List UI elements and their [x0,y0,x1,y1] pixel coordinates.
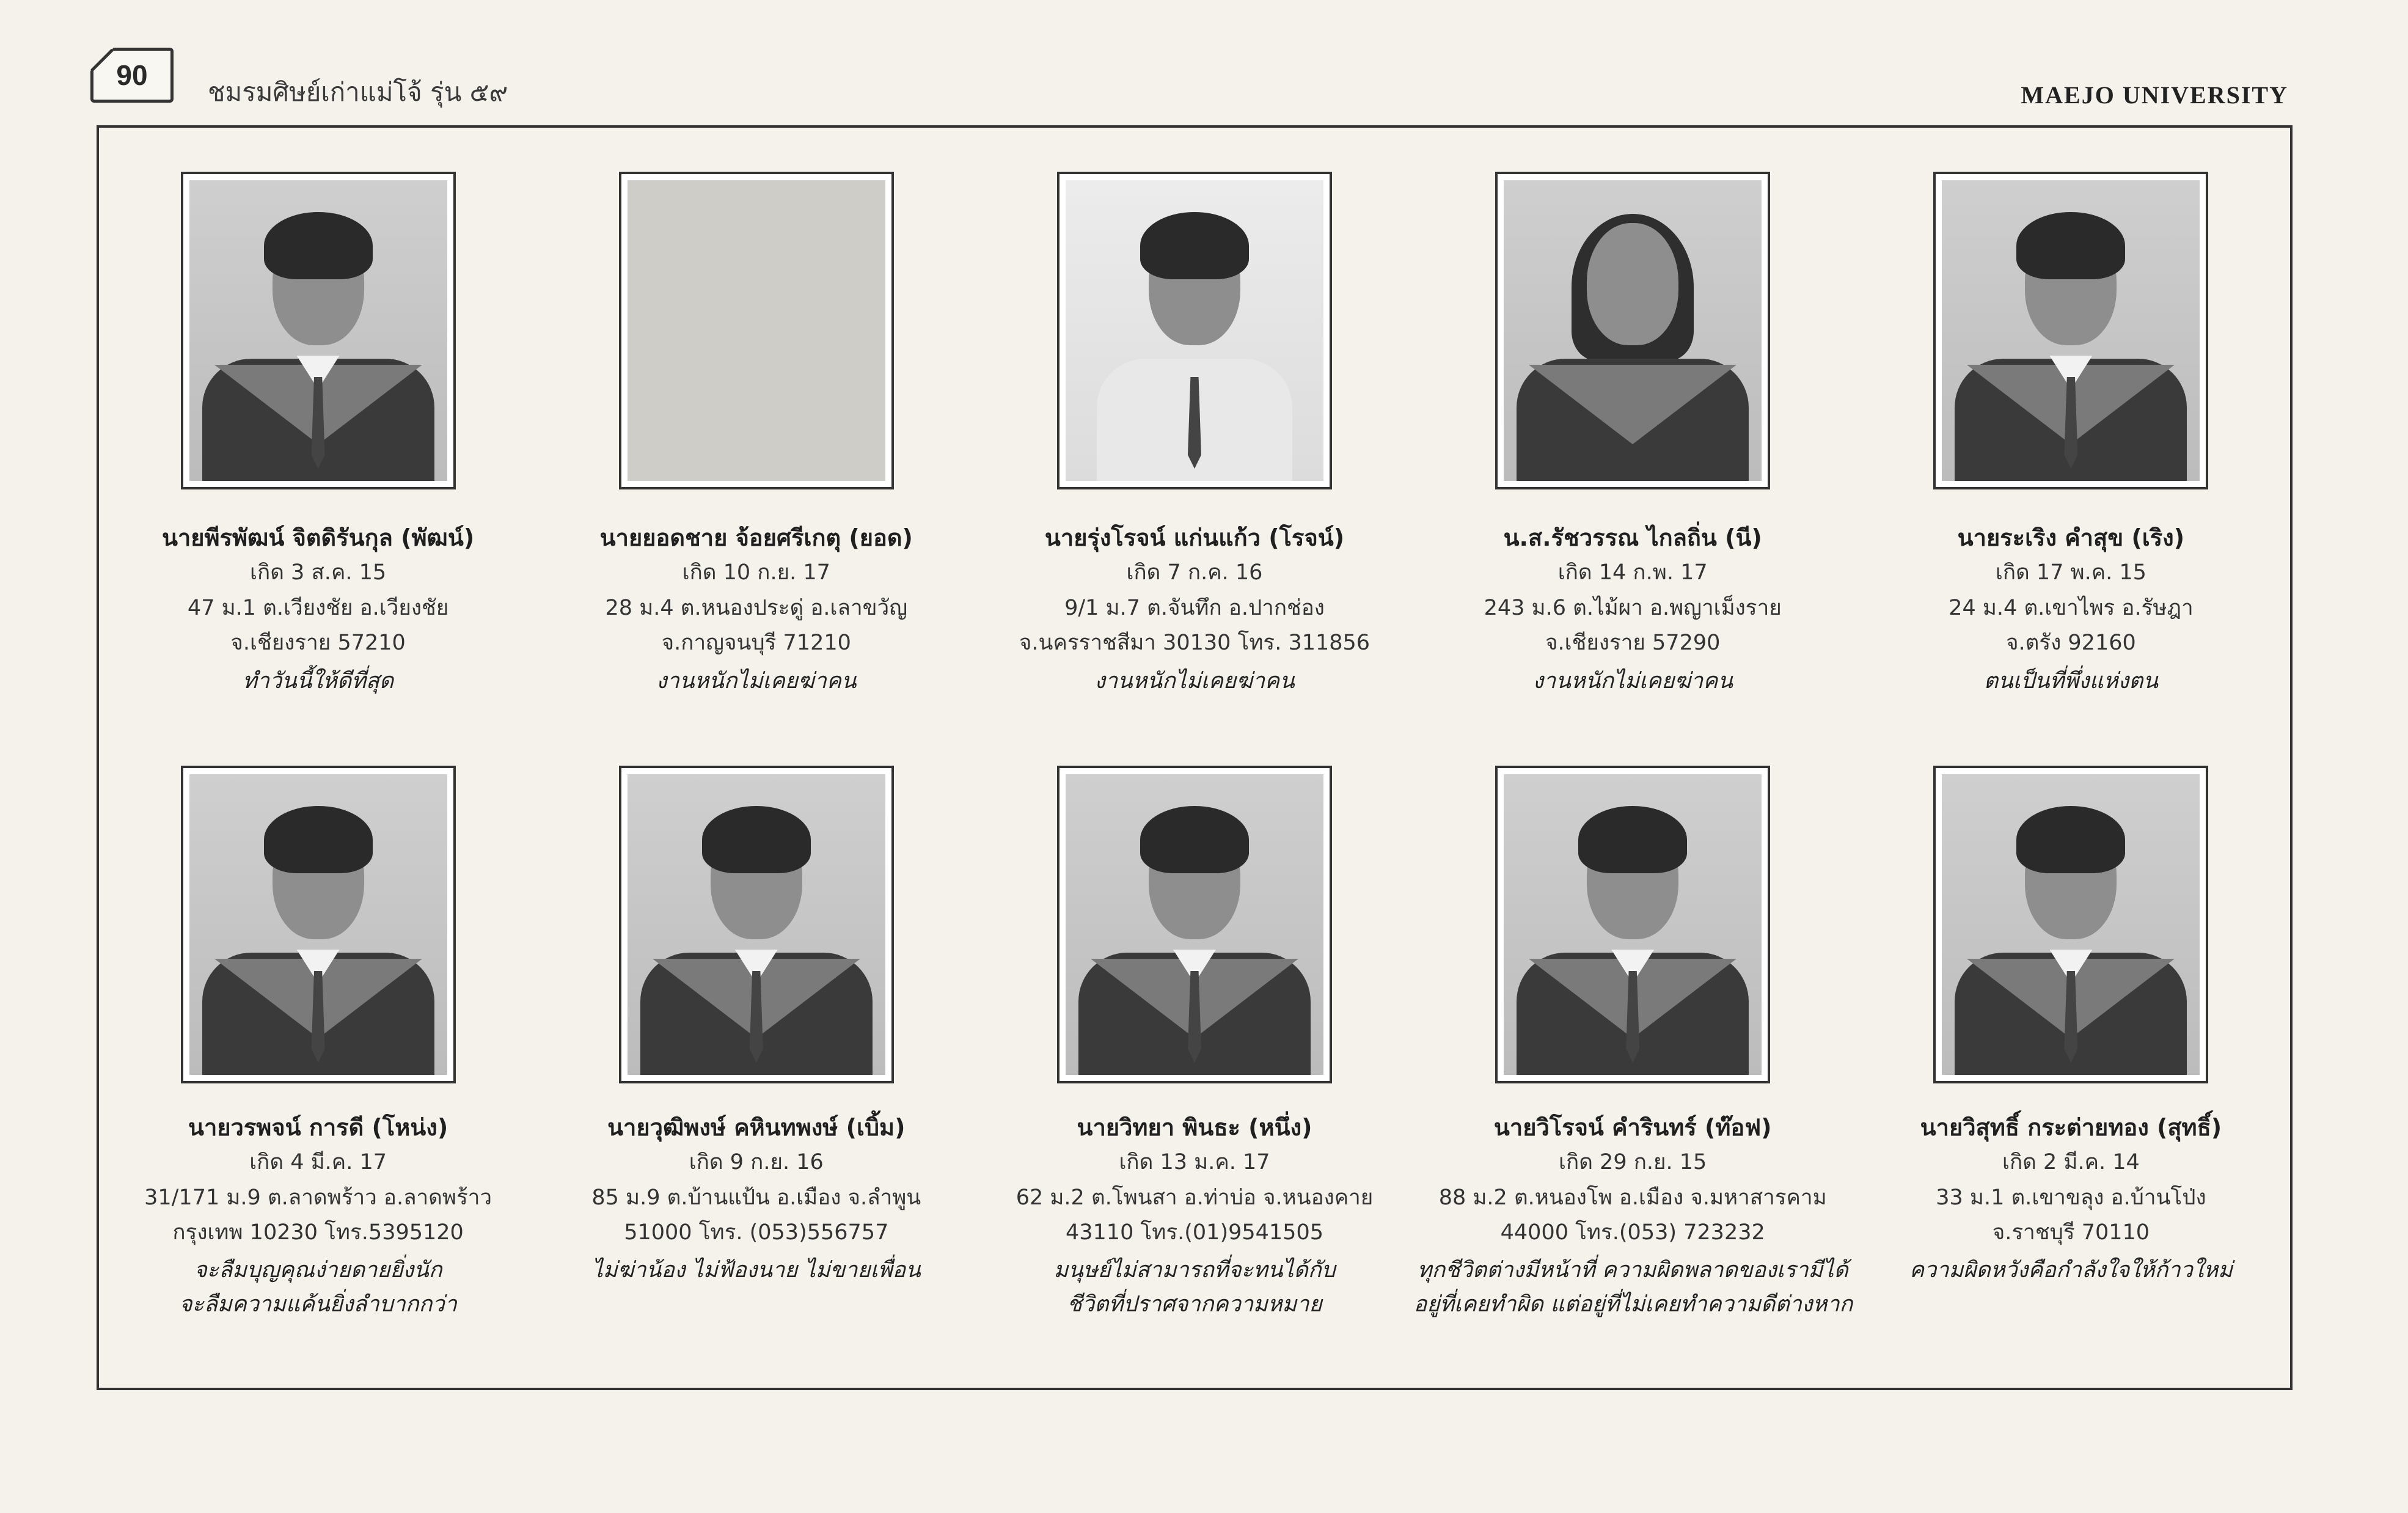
address-line-1: 88 ม.2 ต.หนองโพ อ.เมือง จ.มหาสารคาม [1438,1185,1827,1210]
address-line-1: 33 ม.1 ต.เขาขลุง อ.บ้านโป่ง [1936,1185,2206,1210]
address-line-2: กรุงเทพ 10230 โทร.5395120 [172,1220,464,1245]
motto [537,1253,975,1288]
birth-date: เกิด 14 ก.พ. 17 [1557,560,1708,585]
motto-line-1: ความผิดหวังคือกำลังใจให้ก้าวใหม่ [1909,1258,2233,1283]
portrait-photo [1495,172,1770,489]
address-line-2: จ.นครราชสีมา 30130 โทร. 311856 [1019,631,1371,655]
birth-date: เกิด 2 มี.ค. 14 [2002,1150,2140,1174]
motto-line-1: ไม่ฆ่าน้อง ไม่ฟ้องนาย ไม่ขายเพื่อน [591,1258,921,1283]
address-line-2: จ.กาญจนบุรี 71210 [661,631,851,655]
motto-line-1: งานหนักไม่เคยฆ่าคน [1532,669,1733,694]
profile-card [975,727,1413,1374]
address-line-1: 9/1 ม.7 ต.จันทึก อ.ปากช่อง [1064,596,1325,620]
student-name: นายวุฒิพงษ์ คหินทพงษ์ (เบิ้ม) [607,1114,906,1141]
birth-date: เกิด 10 ก.ย. 17 [682,560,830,585]
birth-date: เกิด 9 ก.ย. 16 [689,1150,824,1174]
motto [537,664,975,698]
profile-card [1414,128,1852,727]
address-line-1: 243 ม.6 ต.ไม้ผา อ.พญาเม็งราย [1484,596,1782,620]
student-name: นายวิโรจน์ คำรินทร์ (ท๊อฟ) [1493,1114,1772,1141]
address-line-1: 31/171 ม.9 ต.ลาดพร้าว อ.ลาดพร้าว [144,1185,492,1210]
motto-line-1: งานหนักไม่เคยฆ่าคน [1094,669,1295,694]
motto-line-1: ตนเป็นที่พึ่งแห่งตน [1983,669,2159,694]
student-name: นายรุ่งโรจน์ แก่นแก้ว (โรจน์) [1044,524,1345,551]
address-line-2: จ.เชียงราย 57290 [1545,631,1721,655]
student-name: นายวิทยา พินธะ (หนึ่ง) [1077,1114,1312,1141]
motto [1414,1253,1852,1322]
profiles-frame [97,125,2293,1390]
portrait-photo [1057,766,1332,1083]
motto [975,664,1413,698]
motto-line-1: จะลืมบุญคุณง่ายดายยิ่งนัก [194,1258,442,1283]
motto-line-1: ทุกชีวิตต่างมีหน้าที่ ความผิดพลาดของเรามีได้ [1417,1258,1848,1283]
motto-line-1: งานหนักไม่เคยฆ่าคน [656,669,857,694]
student-name: นายยอดชาย จ้อยศรีเกตุ (ยอด) [599,524,913,551]
student-name: นายระเริง คำสุข (เริง) [1957,524,2185,551]
motto-line-1: ทำวันนี้ให้ดีที่สุด [243,669,394,694]
portrait-photo [1933,766,2208,1083]
portrait-photo [181,766,456,1083]
birth-date: เกิด 7 ก.ค. 16 [1126,560,1263,585]
motto [1852,664,2290,698]
address-line-1: 62 ม.2 ต.โพนสา อ.ท่าบ่อ จ.หนองคาย [1016,1185,1374,1210]
club-title: ชมรมศิษย์เก่าแม่โจ้ รุ่น ๕๙ [208,77,508,107]
motto [1414,664,1852,698]
portrait-photo [619,766,894,1083]
page-number-tab [90,48,174,103]
birth-date: เกิด 4 มี.ค. 17 [249,1150,387,1174]
portrait-photo [181,172,456,489]
motto [99,1253,537,1322]
address-line-2: จ.ตรัง 92160 [2006,631,2136,655]
profiles-grid [99,128,2290,1388]
birth-date: เกิด 3 ส.ค. 15 [250,560,387,585]
motto [99,664,537,698]
motto [1852,1253,2290,1288]
profile-card [537,727,975,1374]
motto [975,1253,1413,1322]
student-name: นายพีรพัฒน์ จิตดิรันกุล (พัฒน์) [161,524,475,551]
student-name: นายวรพจน์ การดี (โหน่ง) [188,1114,448,1141]
university-name: MAEJO UNIVERSITY [2021,81,2288,109]
profile-card [1414,727,1852,1374]
birth-date: เกิด 29 ก.ย. 15 [1559,1150,1707,1174]
portrait-photo-blank [619,172,894,489]
motto-line-2: อยู่ที่เคยทำผิด แต่อยู่ที่ไม่เคยทำความดีต่างหาก [1413,1292,1853,1317]
profile-card [99,128,537,727]
page-number: 90 [116,59,148,91]
motto-line-2: จะลืมความแค้นยิ่งลำบากกว่า [179,1292,457,1317]
profile-card [1852,727,2290,1374]
address-line-1: 28 ม.4 ต.หนองประดู่ อ.เลาขวัญ [605,596,908,620]
address-line-1: 47 ม.1 ต.เวียงชัย อ.เวียงชัย [187,596,449,620]
motto-line-2: ชีวิตที่ปราศจากความหมาย [1067,1292,1322,1317]
profile-card [537,128,975,727]
portrait-photo [1933,172,2208,489]
address-line-2: 44000 โทร.(053) 723232 [1500,1220,1765,1245]
birth-date: เกิด 17 พ.ค. 15 [1995,560,2146,585]
profile-card [975,128,1413,727]
address-line-2: 51000 โทร. (053)556757 [624,1220,889,1245]
motto-line-1: มนุษย์ไม่สามารถที่จะทนได้กับ [1053,1258,1336,1283]
portrait-photo [1495,766,1770,1083]
address-line-2: จ.เชียงราย 57210 [230,631,406,655]
profile-card [99,727,537,1374]
profile-card [1852,128,2290,727]
birth-date: เกิด 13 ม.ค. 17 [1119,1150,1270,1174]
address-line-1: 85 ม.9 ต.บ้านแป้น อ.เมือง จ.ลำพูน [591,1185,921,1210]
student-name: นายวิสุทธิ์ กระต่ายทอง (สุทธิ์) [1920,1114,2222,1141]
portrait-photo [1057,172,1332,489]
address-line-2: จ.ราชบุรี 70110 [1992,1220,2150,1245]
address-line-1: 24 ม.4 ต.เขาไพร อ.รัษฎา [1949,596,2194,620]
student-name: น.ส.รัชวรรณ ไกลถิ่น (นี) [1503,524,1762,551]
address-line-2: 43110 โทร.(01)9541505 [1066,1220,1323,1245]
